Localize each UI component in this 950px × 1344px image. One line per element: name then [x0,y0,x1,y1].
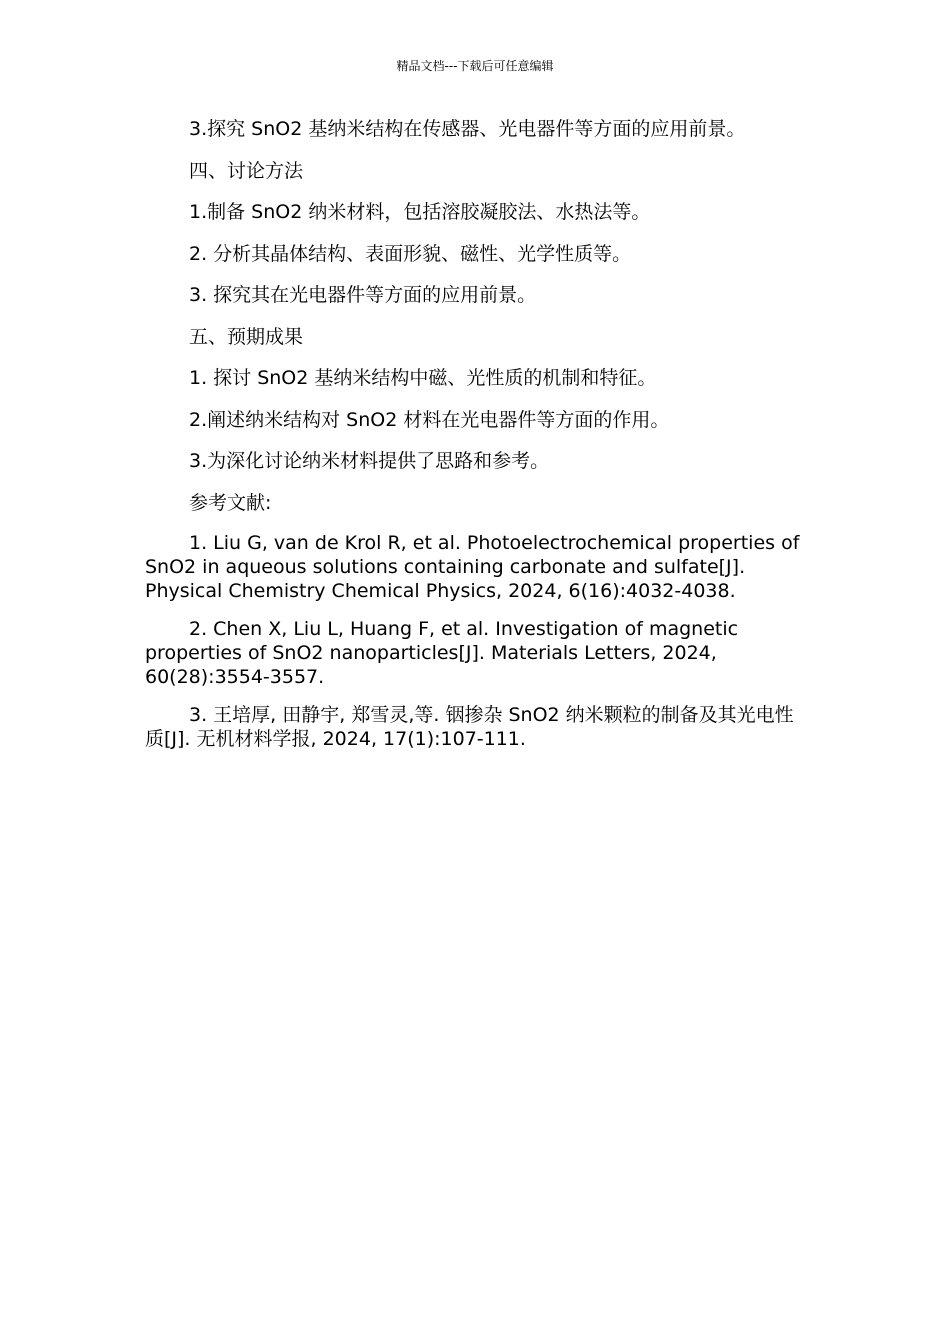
reference-item-3: 3. 王培厚, 田静宇, 郑雪灵,等. 铟掺杂 SnO2 纳米颗粒的制备及其光电性质[J]. 无机材料学报, 2024, 17(1):107-111. [145,704,794,750]
method-item-3: 3. 探究其在光电器件等方面的应用前景。 [189,284,537,306]
document-body [145,116,807,765]
outcome-item-1: 1. 探讨 SnO2 基纳米结构中磁、光性质的机制和特征。 [189,367,657,389]
outcome-item-2: 2.阐述纳米结构对 SnO2 材料在光电器件等方面的作用。 [189,408,670,431]
objective-item-3: 3.探究 SnO2 基纳米结构在传感器、光电器件等方面的应用前景。 [189,118,746,140]
method-item-1: 1.制备 SnO2 纳米材料，包括溶胶凝胶法、水热法等。 [189,201,651,223]
page-header: 精品文档---下载后可任意编辑 [396,59,554,73]
reference-item-2: 2. Chen X, Liu L, Huang F, et al. Investigation of magnetic properties of SnO2 nanoparticles[J]. Materials Letters, 2024, 60(28):3554-3557. [145,618,739,688]
method-item-2: 2. 分析其晶体结构、表面形貌、磁性、光学性质等。 [189,242,632,265]
outcome-item-3: 3.为深化讨论纳米材料提供了思路和参考。 [189,450,550,472]
reference-item-1: 1. Liu G, van de Krol R, et al. Photoelectrochemical properties of SnO2 in aqueous solutions containing carbonate and sulfate[J]. Physical Chemistry Chemical Physics, 2024, 6(16):4032-4038. [145,532,800,602]
section-heading-outcomes: 五、预期成果 [189,325,304,348]
section-heading-methods: 四、讨论方法 [189,159,304,182]
references-heading: 参考文献: [189,491,272,514]
